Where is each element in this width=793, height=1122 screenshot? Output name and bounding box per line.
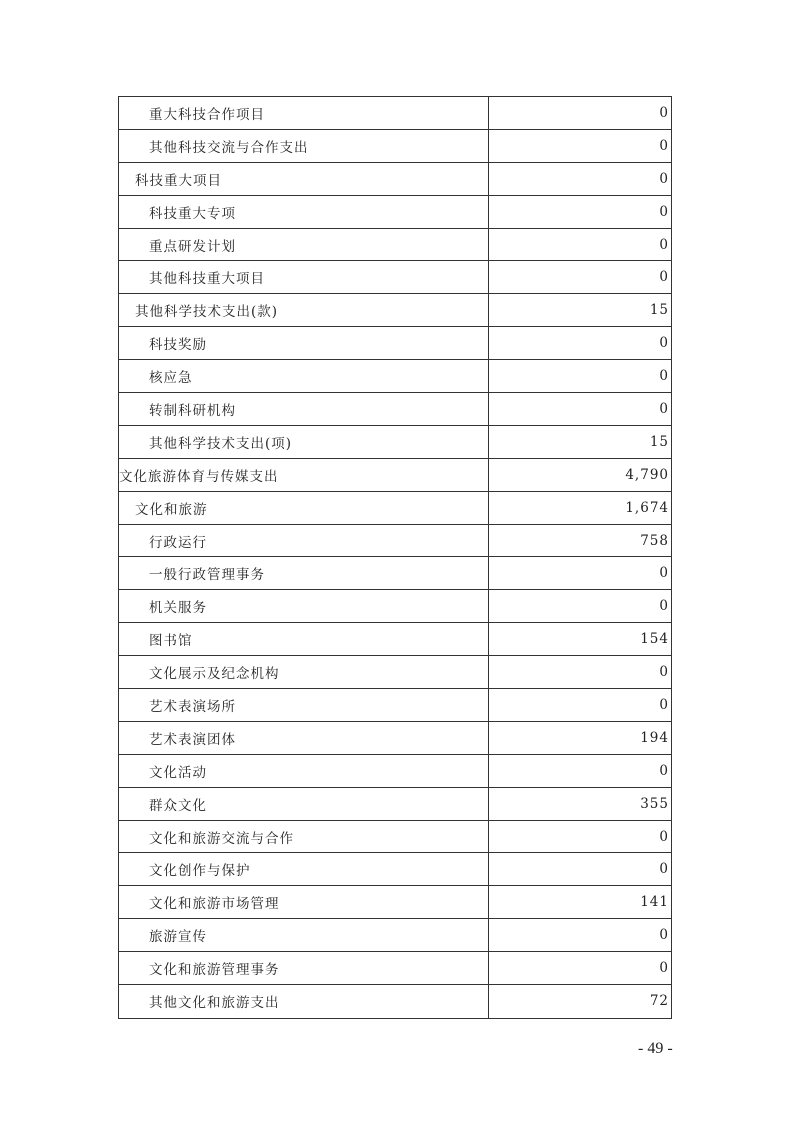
table-row [119, 196, 671, 229]
item-name-cell: 旅游宣传 [119, 919, 489, 951]
item-name-cell: 机关服务 [119, 590, 489, 622]
item-value-cell: 0 [659, 236, 669, 253]
item-value-cell: 0 [659, 861, 669, 878]
page-number: - 49 - [638, 1040, 673, 1057]
item-name-cell: 文化创作与保护 [119, 853, 489, 885]
table-row [119, 689, 671, 722]
item-name-cell: 其他文化和旅游支出 [119, 985, 489, 1018]
table-row [119, 97, 671, 130]
item-value-cell: 1,674 [625, 499, 669, 516]
item-value-cell: 194 [640, 729, 669, 746]
item-value-cell: 0 [659, 170, 669, 187]
table-row [119, 163, 671, 196]
item-value-cell: 4,790 [625, 466, 669, 483]
item-name-cell: 转制科研机构 [119, 393, 489, 425]
item-name-cell: 艺术表演团体 [119, 722, 489, 754]
budget-table [118, 96, 672, 1019]
item-name-cell: 科技重大专项 [119, 196, 489, 228]
item-name-cell: 其他科技重大项目 [119, 261, 489, 293]
table-row [119, 656, 671, 689]
item-name-cell: 文化活动 [119, 755, 489, 787]
item-value-cell: 15 [649, 302, 669, 319]
item-value-cell: 355 [640, 795, 669, 812]
table-row [119, 722, 671, 755]
table-row [119, 327, 671, 360]
item-name-cell: 行政运行 [119, 525, 489, 557]
item-value-cell: 154 [640, 631, 669, 648]
item-value-cell: 0 [659, 368, 669, 385]
table-row [119, 623, 671, 656]
table-row [119, 229, 671, 262]
table-row [119, 590, 671, 623]
table-row [119, 130, 671, 163]
item-name-cell: 其他科学技术支出(款) [119, 294, 489, 326]
item-name-cell: 其他科学技术支出(项) [119, 426, 489, 458]
item-name-cell: 文化旅游体育与传媒支出 [119, 459, 489, 491]
item-name-cell: 图书馆 [119, 623, 489, 655]
item-name-cell: 艺术表演场所 [119, 689, 489, 721]
table-row [119, 821, 671, 854]
item-name-cell: 文化和旅游交流与合作 [119, 821, 489, 853]
table-row [119, 426, 671, 459]
item-name-cell: 文化展示及纪念机构 [119, 656, 489, 688]
table-row [119, 360, 671, 393]
item-value-cell: 0 [659, 137, 669, 154]
item-name-cell: 一般行政管理事务 [119, 557, 489, 589]
item-value-cell: 0 [659, 335, 669, 352]
item-name-cell: 文化和旅游管理事务 [119, 952, 489, 984]
item-value-cell: 0 [659, 598, 669, 615]
item-value-cell: 0 [659, 565, 669, 582]
item-value-cell: 0 [659, 960, 669, 977]
item-value-cell: 0 [659, 762, 669, 779]
item-value-cell: 0 [659, 400, 669, 417]
item-name-cell: 核应急 [119, 360, 489, 392]
table-row [119, 459, 671, 492]
table-row [119, 755, 671, 788]
item-value-cell: 0 [659, 104, 669, 121]
item-name-cell: 重大科技合作项目 [119, 97, 489, 129]
item-value-cell: 0 [659, 828, 669, 845]
table-row [119, 294, 671, 327]
item-name-cell: 科技重大项目 [119, 163, 489, 195]
table-row [119, 886, 671, 919]
table-row [119, 261, 671, 294]
item-name-cell: 文化和旅游市场管理 [119, 886, 489, 918]
item-value-cell: 15 [649, 433, 669, 450]
item-name-cell: 科技奖励 [119, 327, 489, 359]
table-row [119, 919, 671, 952]
table-row [119, 985, 671, 1018]
item-name-cell: 文化和旅游 [119, 492, 489, 524]
table-row [119, 952, 671, 985]
item-value-cell: 758 [640, 532, 669, 549]
table-row [119, 525, 671, 558]
table-row [119, 853, 671, 886]
item-value-cell: 72 [649, 993, 669, 1010]
table-row [119, 788, 671, 821]
item-name-cell: 重点研发计划 [119, 229, 489, 261]
table-row [119, 492, 671, 525]
item-name-cell: 其他科技交流与合作支出 [119, 130, 489, 162]
item-value-cell: 0 [659, 927, 669, 944]
item-value-cell: 141 [640, 894, 669, 911]
item-value-cell: 0 [659, 664, 669, 681]
table-row [119, 557, 671, 590]
table-row [119, 393, 671, 426]
item-value-cell: 0 [659, 203, 669, 220]
item-value-cell: 0 [659, 269, 669, 286]
item-value-cell: 0 [659, 696, 669, 713]
item-name-cell: 群众文化 [119, 788, 489, 820]
